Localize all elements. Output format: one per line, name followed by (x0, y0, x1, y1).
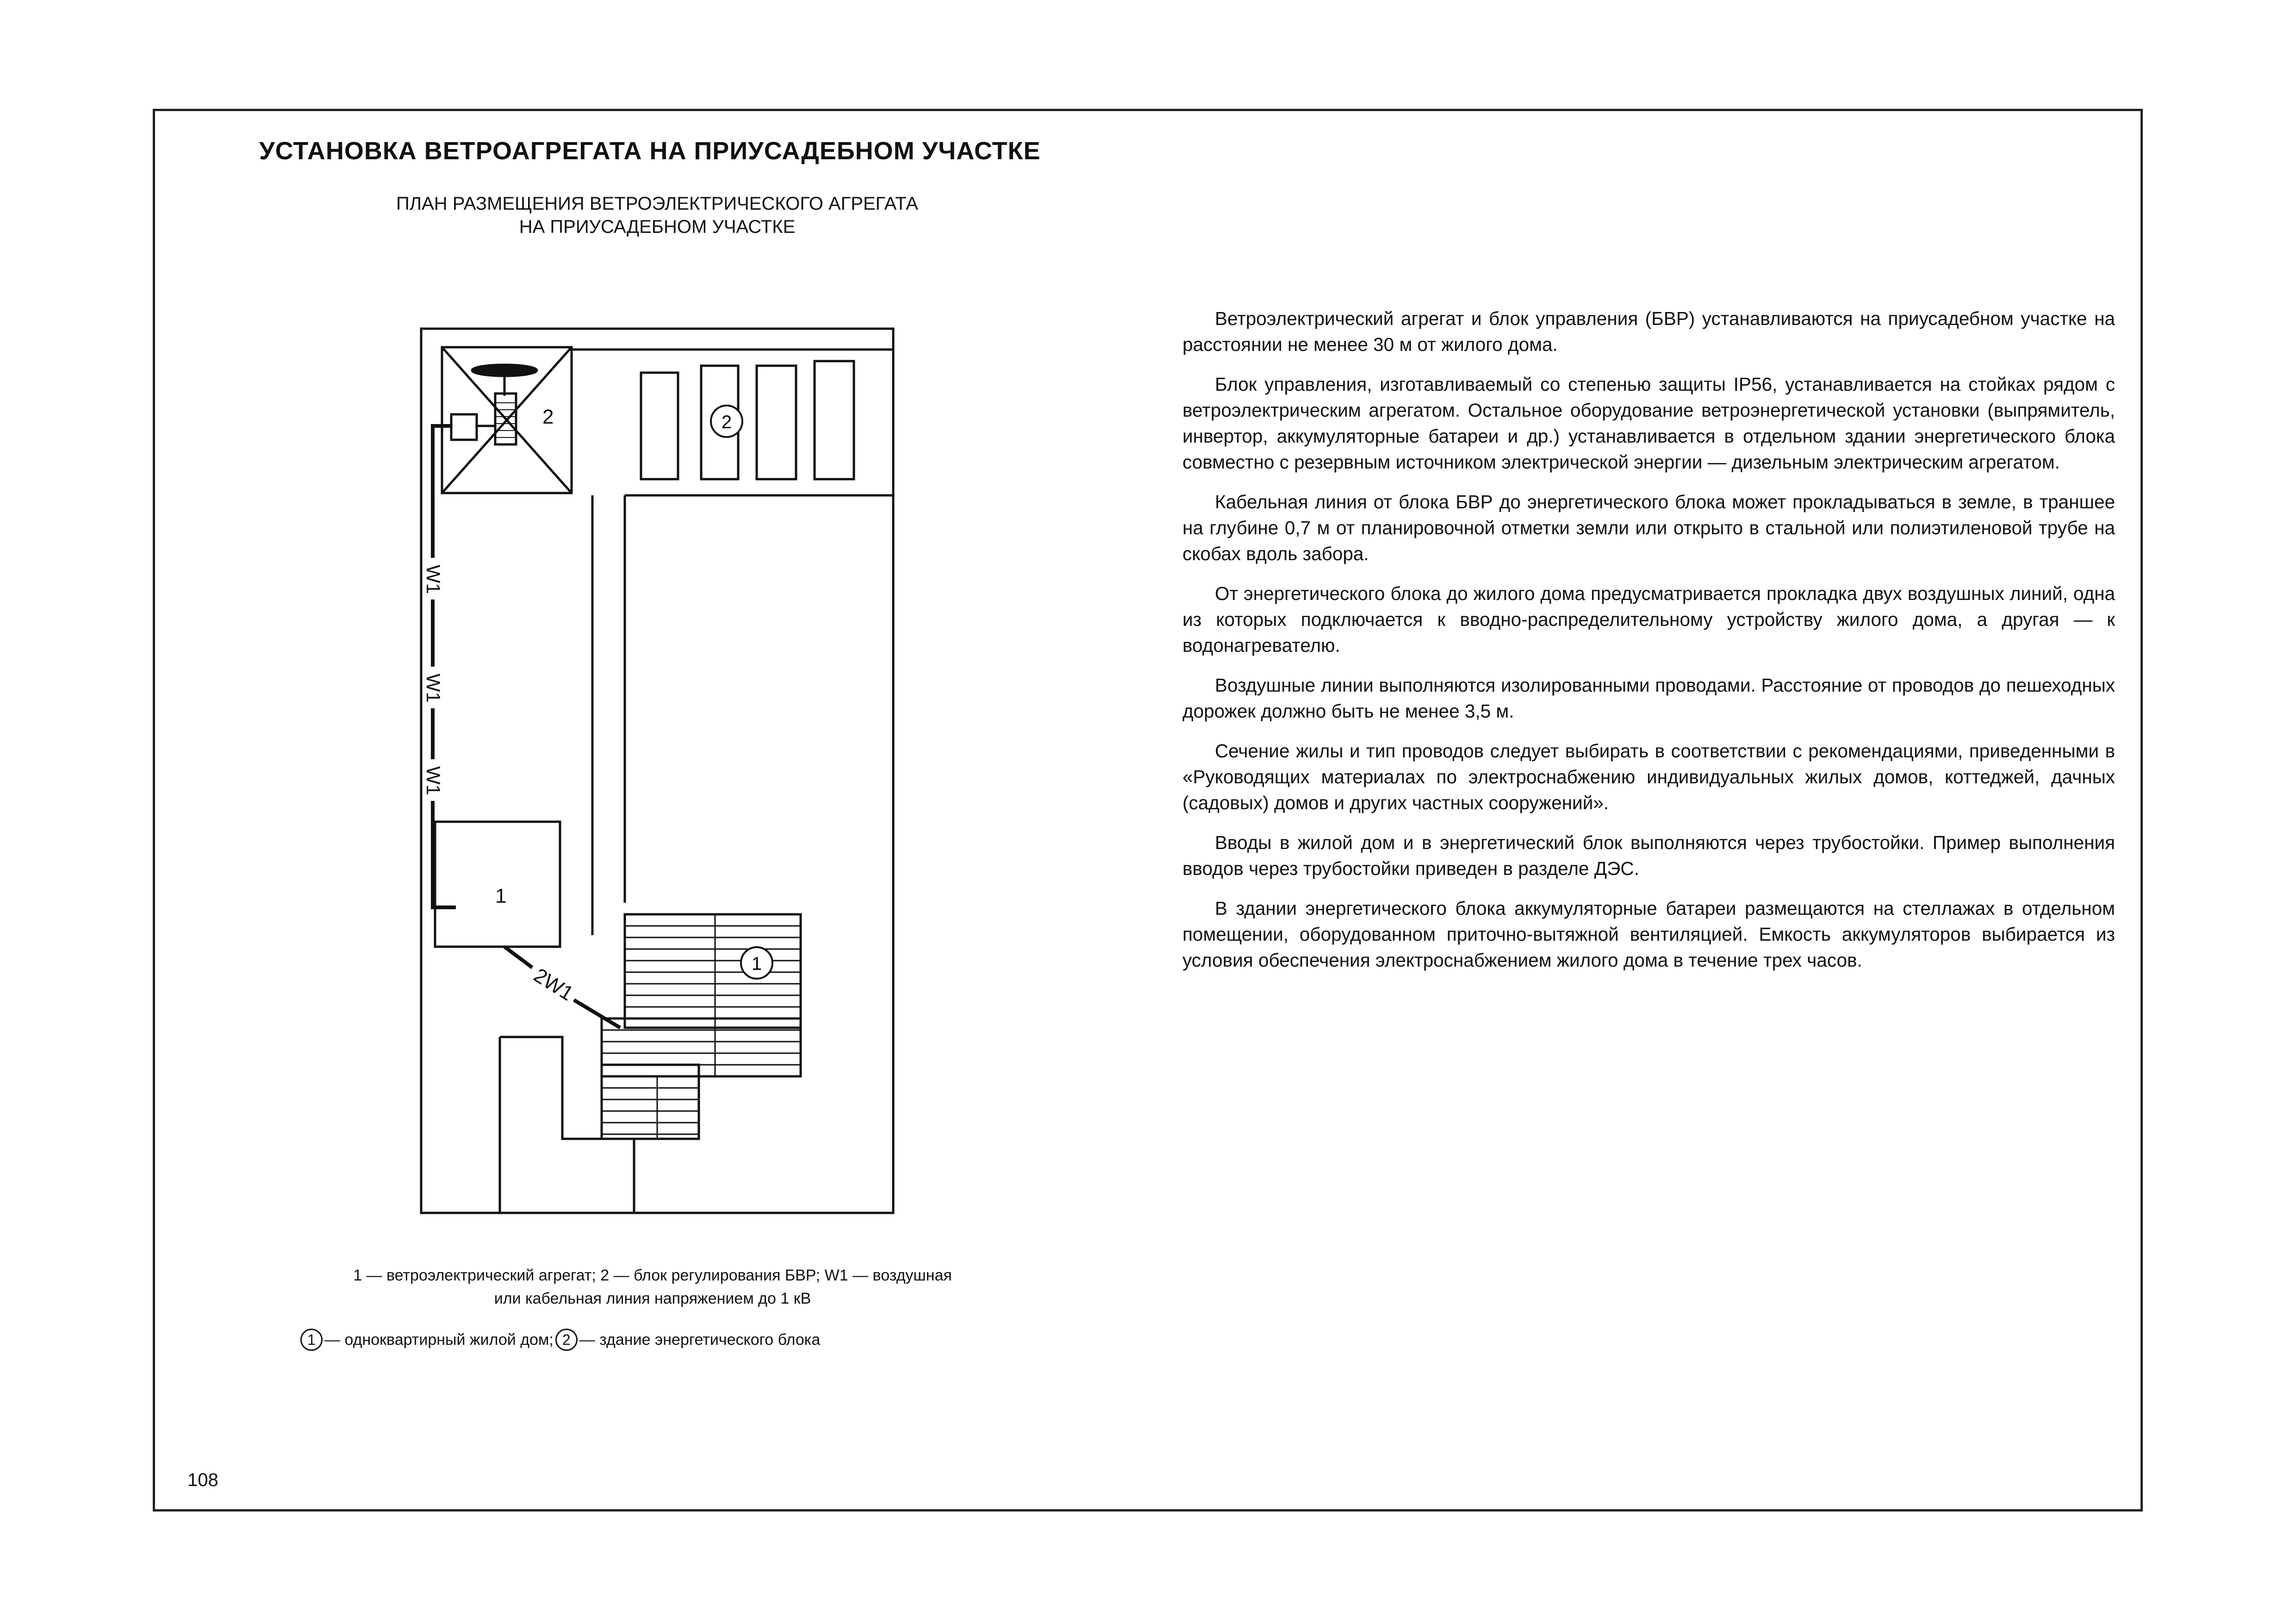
cable-line-2w1 (504, 947, 532, 968)
house-block (625, 914, 801, 1028)
body-text (1182, 306, 2115, 987)
circle-marker-2-label: 2 (721, 412, 732, 432)
page-title: УСТАНОВКА ВЕТРОАГРЕГАТА НА ПРИУСАДЕБНОМ УЧАСТКЕ (259, 137, 1041, 165)
paragraph: Кабельная линия от блока БВР до энергетического блока может прокладываться в земле, в траншее на глубине 0,7 м от планировочной отметки земли или открыто в стальной или полиэтиленовой трубе на скобах вдоль забора. (1182, 491, 2115, 564)
plan-title-line-1: ПЛАН РАЗМЕЩЕНИЯ ВЕТРОЭЛЕКТРИЧЕСКОГО АГРЕГАТА (396, 194, 918, 214)
caption-line-2: или кабельная линия напряжением до 1 кВ (494, 1290, 811, 1307)
paragraph: В здании энергетического блока аккумуляторные батареи размещаются на стеллажах в отдельном помещении, оборудованном приточно-вытяжной вентиляцией. Емкость аккумуляторов выбирается из условия обеспечения электроснабжением жилого дома в течение трех часов. (1182, 898, 2115, 971)
control-block-1 (435, 822, 560, 947)
paragraph: Воздушные линии выполняются изолированными проводами. Расстояние от проводов до пешеходных дорожек должно быть не менее 3,5 м. (1182, 675, 2115, 722)
paragraph: Сечение жилы и тип проводов следует выбирать в соответствии с рекомендациями, приведенными в «Руководящих материалах по электроснабжению индивидуальных жилых домов, коттеджей, дачных (садовых) домов и других частных сооружений». (1182, 740, 2115, 813)
cable-line-2w1 (574, 1000, 620, 1028)
lower-path-left-top (500, 1037, 602, 1139)
cable-mark: W1 (423, 565, 444, 594)
page-number: 108 (187, 1470, 218, 1490)
legend-text-1: — одноквартирный жилой дом; (324, 1330, 554, 1349)
cable-mark: W1 (423, 674, 444, 703)
cable-mark: W1 (423, 766, 444, 795)
figure-caption (259, 1264, 1046, 1310)
energy-building-part (757, 366, 796, 479)
turbine-unit (451, 414, 477, 440)
legend-circle-2: 2 (555, 1329, 578, 1351)
label-2: 2 (542, 406, 554, 428)
figure-legend (299, 1329, 820, 1351)
caption-line-1: 1 — ветроэлектрический агрегат; 2 — блок регулирования БВР; W1 — воздушная (353, 1267, 952, 1284)
circle-marker-1-label: 1 (751, 954, 762, 974)
cable-label-2w1: 2W1 (529, 963, 578, 1006)
paragraph: Блок управления, изготавливаемый со степенью защиты IP56, устанавливается на стойках рядом с ветроэлектрическим агрегатом. Остальное оборудование ветроэнергетической установки (выпрямитель, инвертор, аккумуляторные батареи и др.) устанавливается в отдельном здании энергетического блока совместно с резервным источником электрической энергии — дизельным электрическим агрегатом. (1182, 374, 2115, 473)
legend-circle-1: 1 (300, 1329, 323, 1351)
label-1: 1 (495, 885, 507, 907)
plan-title-line-2: НА ПРИУСАДЕБНОМ УЧАСТКЕ (519, 217, 796, 237)
paragraph: Ветроэлектрический агрегат и блок управления (БВР) устанавливаются на приусадебном участке на расстоянии не менее 30 м от жилого дома. (1182, 308, 2115, 355)
energy-building-part (815, 361, 854, 479)
paragraph: От энергетического блока до жилого дома предусматривается прокладка двух воздушных линий, одна из которых подключается к вводно-распределительному устройству жилого дома, а другая — к водонагревателю. (1182, 583, 2115, 656)
legend-text-2: — здание энергетического блока (579, 1330, 821, 1349)
energy-building-part (641, 373, 678, 479)
paragraph: Вводы в жилой дом и в энергетический блок выполняются через трубостойки. Пример выполнения вводов через трубостойки приведен в разделе ДЭС. (1182, 832, 2115, 879)
